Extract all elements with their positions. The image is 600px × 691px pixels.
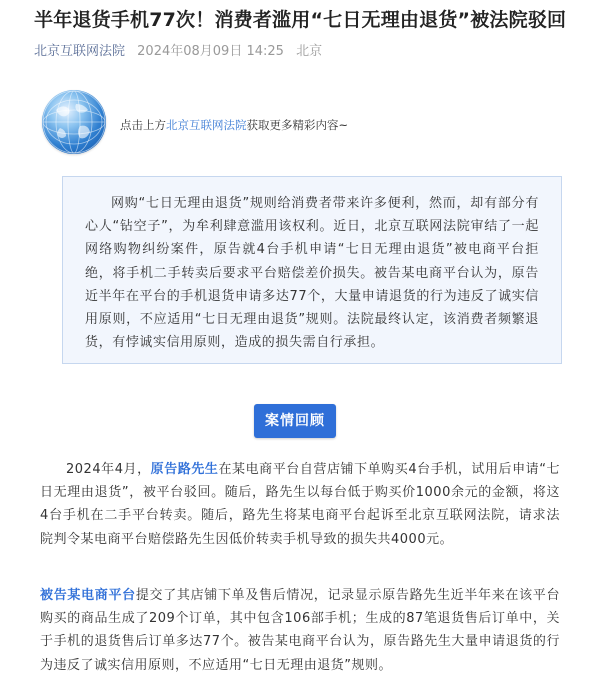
publish-date: 2024年08月09日 14:25	[137, 44, 284, 59]
case-paragraph-1	[40, 458, 560, 551]
defendant-highlight: 被告某电商平台	[40, 588, 136, 603]
follow-suffix: 获取更多精彩内容~	[246, 118, 349, 132]
publish-location: 北京	[296, 44, 323, 59]
follow-account-link[interactable]: 北京互联网法院	[166, 118, 247, 132]
case-paragraph-2	[40, 584, 560, 677]
paragraph-1-lead: 2024年4月，	[66, 462, 151, 477]
follow-prompt	[120, 117, 348, 133]
article-meta	[34, 40, 322, 59]
globe-logo-icon	[42, 90, 106, 154]
paragraph-1-body: 在某电商平台自营店铺下单购买4台手机，试用后申请“七日无理由退货”，被平台驳回。随后，路先生以每台低于购买价1000余元的金额，将这4台手机在二手平台转卖。随后，路先生将某电商平台起诉至北京互联网法院，请求法院判令某电商平台赔偿路先生因低价转卖手机导致的损失共4000元。	[40, 462, 560, 547]
summary-text: 网购“七日无理由退货”规则给消费者带来许多便利，然而，却有部分有心人“钻空子”，为牟利肆意滥用该权利。近日，北京互联网法院审结了一起网络购物纠纷案件，原告就4台手机申请“七日无理由退货”被电商平台拒绝，将手机二手转卖后要求平台赔偿差价损失。被告某电商平台认为，原告近半年在平台的手机退货申请多达77个，大量申请退货的行为违反了诚实信用原则，不应适用“七日无理由退货”规则。法院最终认定，该消费者频繁退货，有悖诚实信用原则，造成的损失需自行承担。	[85, 196, 539, 351]
author-link[interactable]: 北京互联网法院	[34, 44, 126, 59]
section-heading-case-review: 案情回顾	[254, 404, 336, 438]
follow-prefix: 点击上方	[120, 118, 166, 132]
paragraph-2-body: 提交了其店铺下单及售后情况，记录显示原告路先生近半年来在该平台购买的商品生成了209个订单，其中包含106部手机；生成的87笔退货售后订单中，关于手机的退货售后订单多达77个。被告某电商平台认为，原告路先生大量申请退货的行为违反了诚实信用原则，不应适用“七日无理由退货”规则。	[40, 588, 560, 673]
article-title: 半年退货手机77次！消费者滥用“七日无理由退货”被法院驳回	[34, 9, 567, 31]
summary-box	[62, 176, 562, 364]
plaintiff-highlight: 原告路先生	[150, 462, 219, 477]
